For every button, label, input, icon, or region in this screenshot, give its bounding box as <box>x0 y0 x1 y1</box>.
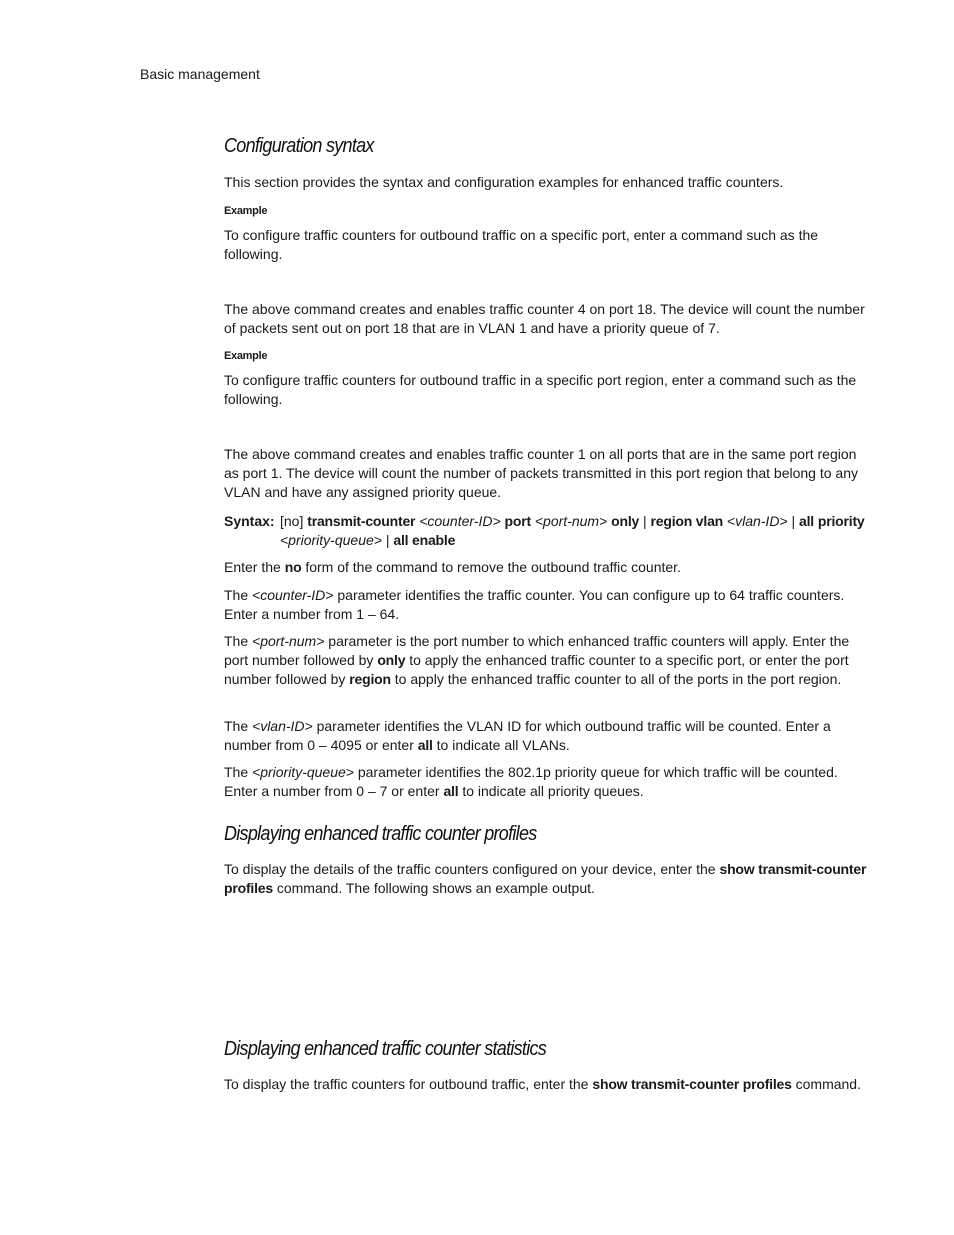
statistics-paragraph <box>224 1075 870 1094</box>
syntax-label: Syntax: <box>224 513 275 529</box>
syntax-port-keyword: port <box>504 513 531 529</box>
text: parameter identifies the traffic counter. You can configure up to 64 traffic counters. Enter a number from 1 – 64. <box>224 587 845 622</box>
text: parameter is the port number to which enhanced traffic counters will apply. Enter the port number followed by <box>224 633 850 668</box>
region-keyword: region <box>349 671 391 687</box>
only-keyword: only <box>377 652 406 668</box>
running-header: Basic management <box>140 66 260 82</box>
text: to indicate all priority queues. <box>462 783 644 799</box>
counter-id-param: <counter-ID> <box>252 587 334 603</box>
syntax-all-enable-keyword: all enable <box>393 532 456 548</box>
all-keyword: all <box>417 737 433 753</box>
show-command: show transmit-counter profiles <box>592 1076 792 1092</box>
port-num-param: <port-num> <box>252 633 325 649</box>
syntax-command: transmit-counter <box>307 513 416 529</box>
syntax-region-vlan-keyword: region vlan <box>650 513 724 529</box>
text: The <box>224 764 249 780</box>
example-label-1: Example <box>224 205 268 217</box>
syntax-definition <box>280 512 870 550</box>
syntax-counter-param: <counter-ID> <box>419 513 501 529</box>
vlan-id-param: <vlan-ID> <box>252 718 313 734</box>
text: to apply the enhanced traffic counter to all of the ports in the port region. <box>394 671 842 687</box>
text: parameter identifies the 802.1p priority queue for which traffic will be counted. Enter a number from 0 – 7 or enter <box>224 764 838 799</box>
syntax-vlan-param: <vlan-ID> <box>726 513 788 529</box>
counter-id-description <box>224 586 870 624</box>
example-1-text: To configure traffic counters for outbound traffic on a specific port, enter a command such as the following. <box>224 227 819 262</box>
section-title-profiles: Displaying enhanced traffic counter profiles <box>224 823 537 845</box>
text: The <box>224 587 249 603</box>
text: to indicate all VLANs. <box>436 737 570 753</box>
profiles-paragraph <box>224 860 870 898</box>
text: To display the details of the traffic counters configured on your device, enter the <box>224 861 716 877</box>
all-keyword: all <box>443 783 459 799</box>
text: command. <box>795 1076 861 1092</box>
priority-queue-description <box>224 763 870 801</box>
port-num-description <box>224 632 870 689</box>
show-command: show transmit-counter profiles <box>224 861 867 896</box>
section-title-configuration-syntax: Configuration syntax <box>224 135 374 157</box>
text: form of the command to remove the outbound traffic counter. <box>305 559 681 575</box>
text: to apply the enhanced traffic counter to a specific port, or enter the port number followed by <box>224 652 849 687</box>
text: To display the traffic counters for outbound traffic, enter the <box>224 1076 589 1092</box>
syntax-separator: | <box>791 513 796 529</box>
example-1-explanation: The above command creates and enables traffic counter 4 on port 18. The device will count the number of packets sent out on port 18 that are in VLAN 1 and have a priority queue of 7. <box>224 301 865 336</box>
text: Enter the <box>224 559 281 575</box>
priority-queue-param: <priority-queue> <box>252 764 354 780</box>
syntax-only-keyword: only <box>611 513 640 529</box>
syntax-priority-param: <priority-queue> <box>280 532 382 548</box>
example-2-explanation: The above command creates and enables traffic counter 1 on all ports that are in the same port region as port 1. The device will count the number of packets transmitted in this port region that belong to any VLAN and have any assigned priority queue. <box>224 446 858 500</box>
syntax-priority-keyword: priority <box>817 513 865 529</box>
text: command. The following shows an example output. <box>276 880 595 896</box>
text: The <box>224 633 249 649</box>
example-label-2: Example <box>224 350 268 362</box>
syntax-separator: | <box>385 532 390 548</box>
syntax-port-param: <port-num> <box>534 513 608 529</box>
text: The <box>224 718 249 734</box>
section-title-statistics: Displaying enhanced traffic counter statistics <box>224 1038 547 1060</box>
no-form-paragraph <box>224 558 870 577</box>
text: parameter identifies the VLAN ID for which outbound traffic will be counted. Enter a number from 0 – 4095 or enter <box>224 718 831 753</box>
no-keyword: no <box>284 559 302 575</box>
syntax-separator: | <box>643 513 647 529</box>
example-2-text: To configure traffic counters for outbound traffic in a specific port region, enter a command such as the following. <box>224 372 857 407</box>
syntax-no-option: [no] <box>280 513 304 529</box>
syntax-all-keyword: all <box>799 513 814 529</box>
intro-paragraph: This section provides the syntax and configuration examples for enhanced traffic counters. <box>224 174 784 190</box>
vlan-id-description <box>224 717 870 755</box>
